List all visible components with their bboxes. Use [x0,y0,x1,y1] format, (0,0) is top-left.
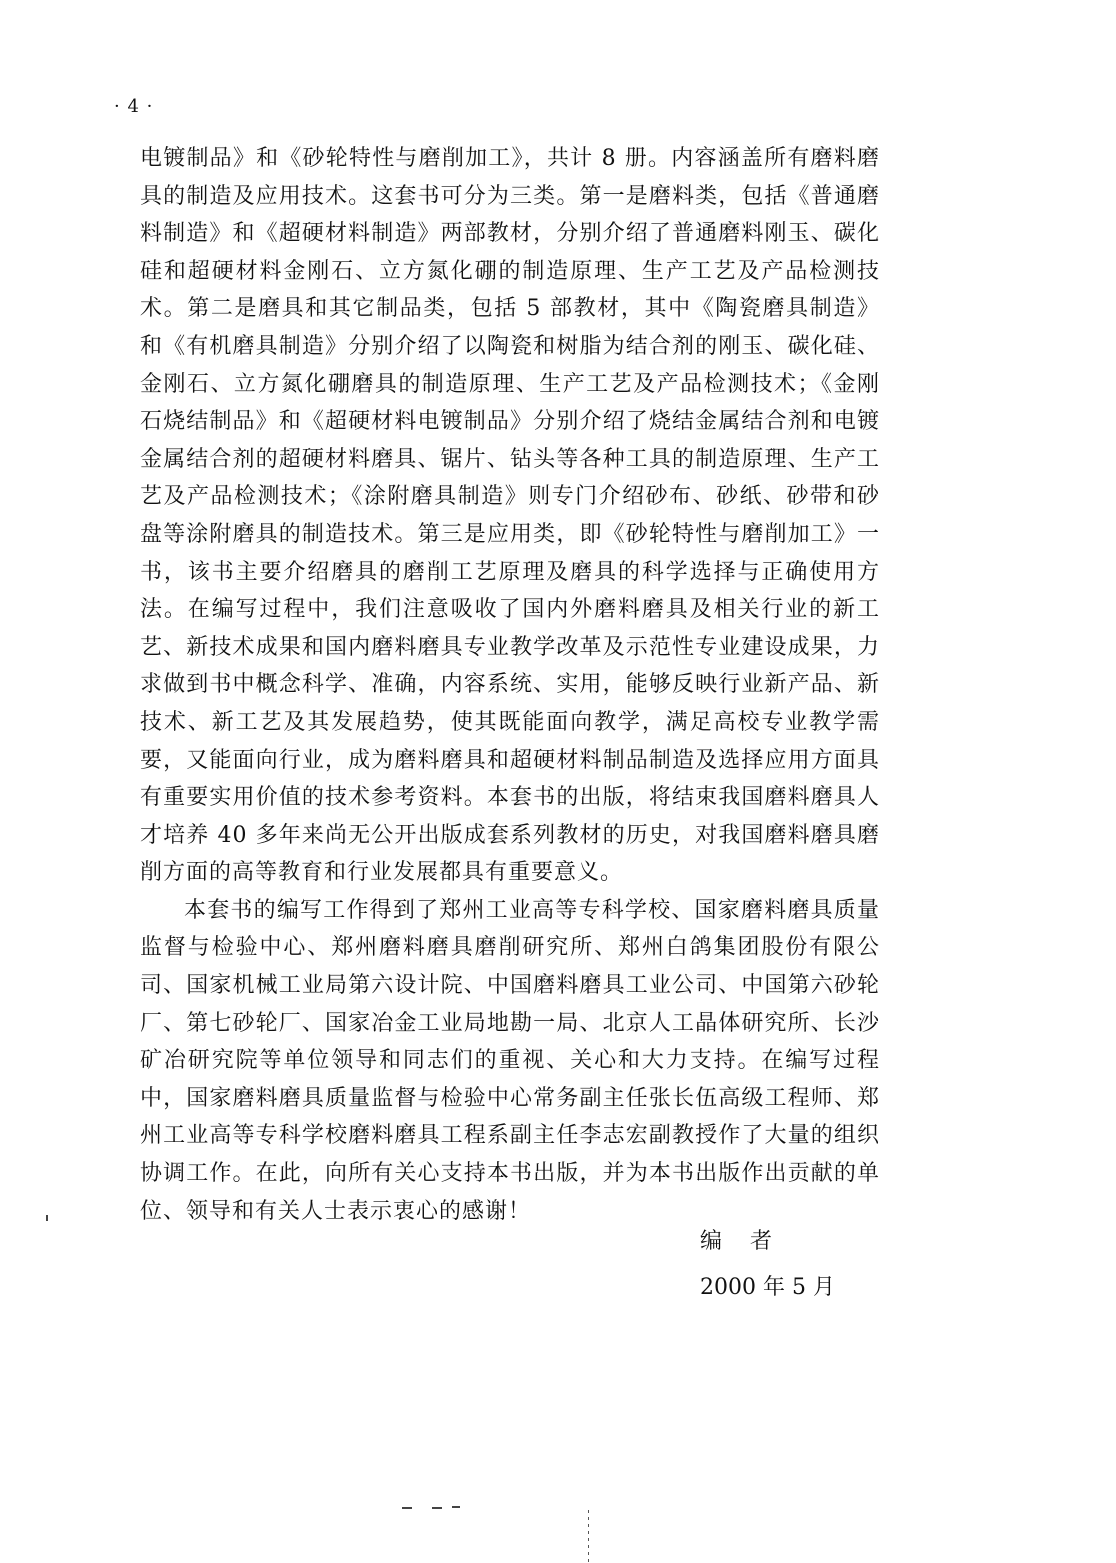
paragraph-2: 本套书的编写工作得到了郑州工业高等专科学校、国家磨料磨具质量监督与检验中心、郑州磨料磨具磨削研究所、郑州白鸽集团股份有限公司、国家机械工业局第六设计院、中国磨料磨具工业公司、中国第六砂轮厂、第七砂轮厂、国家冶金工业局地勘一局、北京人工晶体研究所、长沙矿冶研究院等单位领导和同志们的重视、关心和大力支持。在编写过程中，国家磨料磨具质量监督与检验中心常务副主任张长伍高级工程师、郑州工业高等专科学校磨料磨具工程系副主任李志宏副教授作了大量的组织协调工作。在此，向所有关心支持本书出版，并为本书出版作出贡献的单位、领导和有关人士表示衷心的感谢！ [140,897,880,1224]
scan-artifact-dash [452,1506,460,1508]
signature-block [700,1222,900,1308]
scan-artifact-line [588,1510,589,1562]
page-number: · 4 · [114,96,154,117]
text-block [140,140,880,1230]
date-line: 2000 年 5 月 [700,1275,835,1300]
scan-artifact-dash [402,1507,412,1509]
author-line: 编者 [700,1229,801,1254]
scan-artifact-dash [432,1507,442,1509]
scan-artifact-tick [46,1215,48,1221]
paragraph-1: 电镀制品》和《砂轮特性与磨削加工》，共计 8 册。内容涵盖所有磨料磨具的制造及应用技术。这套书可分为三类。第一是磨料类，包括《普通磨料制造》和《超硬材料制造》两部教材，分别介绍了普通磨料刚玉、碳化硅和超硬材料金刚石、立方氮化硼的制造原理、生产工艺及产品检测技术。第二是磨具和其它制品类，包括 5 部教材，其中《陶瓷磨具制造》和《有机磨具制造》分别介绍了以陶瓷和树脂为结合剂的刚玉、碳化硅、金刚石、立方氮化硼磨具的制造原理、生产工艺及产品检测技术；《金刚石烧结制品》和《超硬材料电镀制品》分别介绍了烧结金属结合剂和电镀金属结合剂的超硬材料磨具、锯片、钻头等各种工具的制造原理、生产工艺及产品检测技术；《涂附磨具制造》则专门介绍砂布、砂纸、砂带和砂盘等涂附磨具的制造技术。第三是应用类，即《砂轮特性与磨削加工》一书，该书主要介绍磨具的磨削工艺原理及磨具的科学选择与正确使用方法。在编写过程中，我们注意吸收了国内外磨料磨具及相关行业的新工艺、新技术成果和国内磨料磨具专业教学改革及示范性专业建设成果，力求做到书中概念科学、准确，内容系统、实用，能够反映行业新产品、新技术、新工艺及其发展趋势，使其既能面向教学，满足高校专业教学需要，又能面向行业，成为磨料磨具和超硬材料制品制造及选择应用方面具有重要实用价值的技术参考资料。本套书的出版，将结束我国磨料磨具人才培养 40 多年来尚无公开出版成套系列教材的历史，对我国磨料磨具磨削方面的高等教育和行业发展都具有重要意义。 [140,146,880,886]
